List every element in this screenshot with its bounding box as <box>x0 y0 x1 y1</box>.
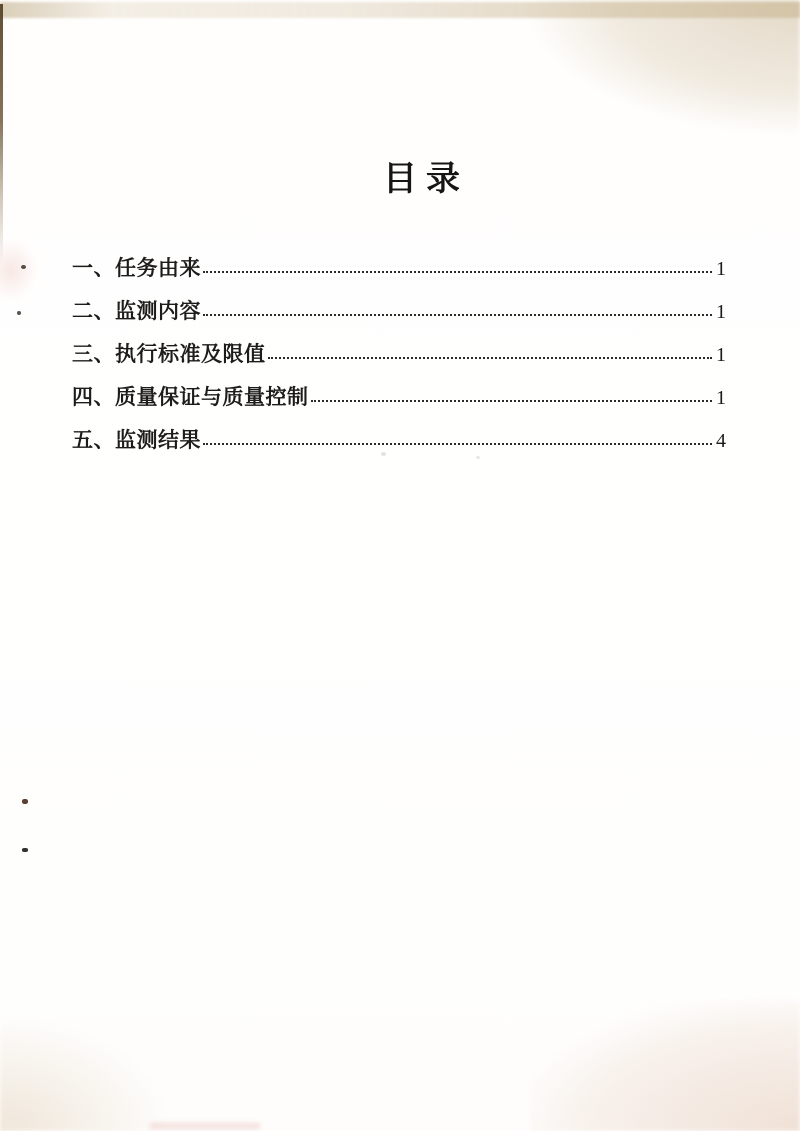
dot-leader <box>268 357 713 359</box>
toc-entry <box>72 424 726 450</box>
toc-entry-page-number: 1 <box>716 258 726 280</box>
dot-leader <box>203 314 712 316</box>
scan-artifact-bottom-smudge <box>150 1123 260 1129</box>
toc-entry-label: 五、监测结果 <box>72 429 201 452</box>
scan-artifact-bottom-left-shading <box>0 1016 170 1131</box>
toc-entry-page-number: 1 <box>716 344 726 366</box>
page-title: 目录 <box>383 160 469 198</box>
dot-leader <box>203 271 712 273</box>
toc-entry-page-number: 4 <box>716 430 726 452</box>
toc-entry <box>72 252 726 278</box>
ink-speck <box>22 799 28 804</box>
scan-artifact-top-band <box>0 2 800 18</box>
toc-entry-label: 四、质量保证与质量控制 <box>72 386 309 409</box>
scan-artifact-left-smudge <box>0 238 38 302</box>
dot-leader <box>311 400 713 402</box>
toc-entry <box>72 295 726 321</box>
toc-entry-label: 一、任务由来 <box>72 257 201 280</box>
scan-artifact-top-right-shading <box>490 0 800 175</box>
scan-artifact-bottom-right-shading <box>530 1001 800 1131</box>
toc-entry-label: 二、监测内容 <box>72 300 201 323</box>
toc-entry <box>72 338 726 364</box>
ink-speck <box>17 311 21 315</box>
toc-entry <box>72 381 726 407</box>
toc-entry-label: 三、执行标准及限值 <box>72 343 266 366</box>
table-of-contents <box>72 252 726 467</box>
dot-leader <box>203 443 712 445</box>
scan-artifact-left-edge-line <box>0 4 3 264</box>
toc-entry-page-number: 1 <box>716 387 726 409</box>
ink-speck <box>22 848 28 852</box>
ink-speck <box>21 265 26 269</box>
toc-entry-page-number: 1 <box>716 301 726 323</box>
